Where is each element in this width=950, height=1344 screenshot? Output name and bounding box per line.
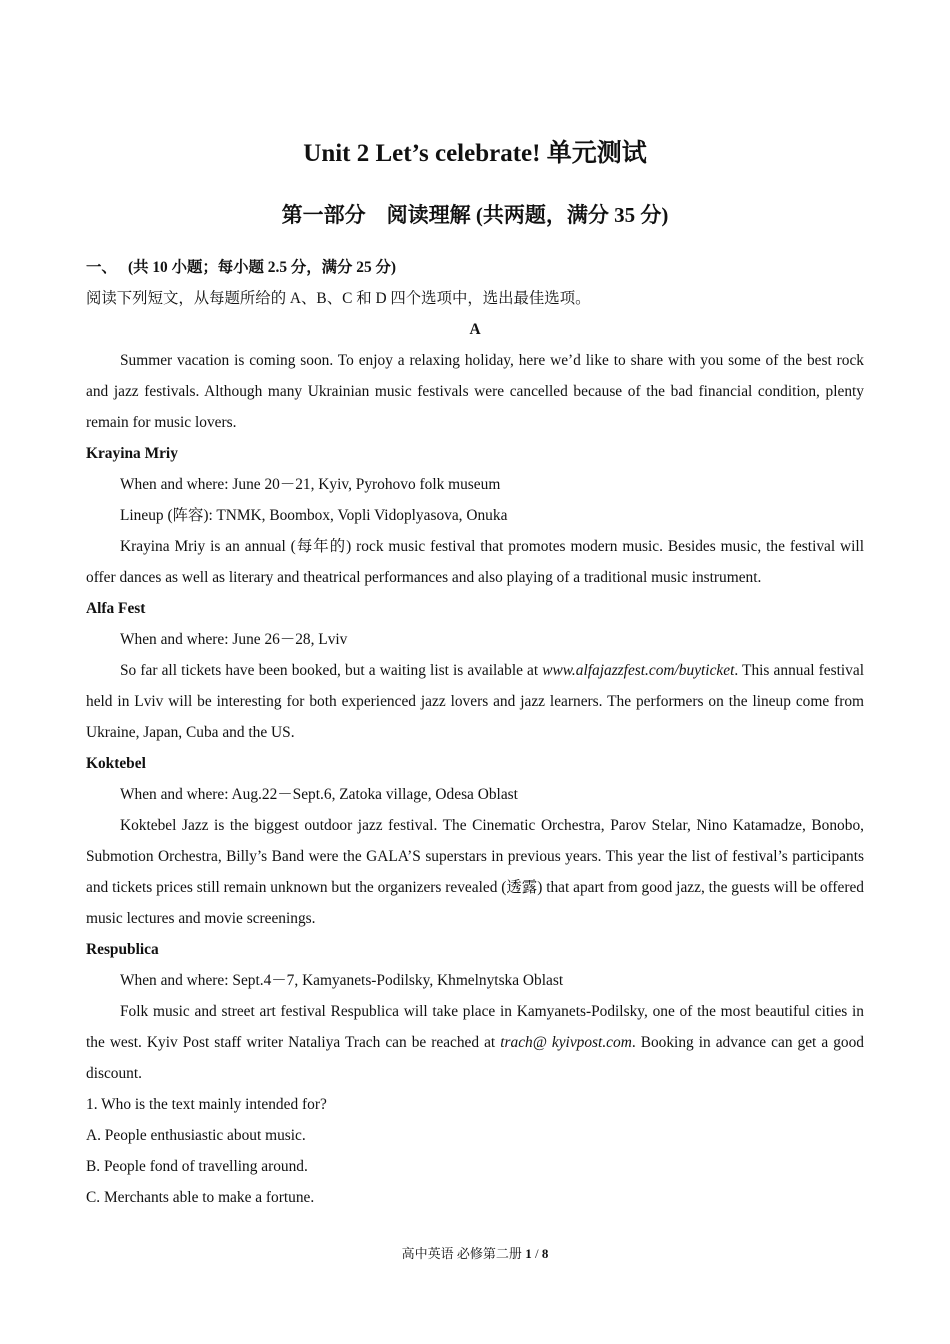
festival-name: Alfa Fest	[86, 600, 146, 617]
description-text: So far all tickets have been booked, but a waiting list is available at	[120, 662, 543, 679]
footer-label: 高中英语 必修第二册	[401, 1246, 526, 1261]
festival-description	[86, 996, 864, 1089]
section-heading	[86, 252, 864, 283]
contact-email: trach@ kyivpost.com	[500, 1034, 632, 1051]
festival-description: Krayina Mriy is an annual (每年的) rock music festival that promotes modern music. Besides music, the festival will offer dances as well as literary and theatrical performances and also playing of a traditional music instrument.	[86, 538, 864, 586]
passage-label: A	[469, 321, 481, 338]
festival-when-where: When and where: June 20－21, Kyiv, Pyrohovo folk museum	[120, 476, 501, 493]
description-text: Folk music and street art festival Respublica will take place in Kamyanets-Podilsky, one of the most beautiful cities in the west. Kyiv Post staff writer Nataliya Trach can be reached at	[86, 1003, 864, 1051]
festival-description	[86, 655, 864, 748]
page-footer	[0, 1244, 950, 1264]
festival-description: Koktebel Jazz is the biggest outdoor jazz festival. The Cinematic Orchestra, Parov Stelar, Nino Katamadze, Bonobo, Submotion Orchestra, Billy’s Band were the GALA’S superstars in previous years. This year the list of festival’s participants and tickets prices still remain unknown but the organizers revealed (透露) that apart from good jazz, the guests will be offered music lectures and movie screenings.	[86, 817, 864, 927]
description-text: . Booking in advance can get a good discount.	[86, 1034, 864, 1082]
section-number: 一、	[86, 259, 117, 276]
festival-when-where: When and where: Sept.4－7, Kamyanets-Podilsky, Khmelnytska Oblast	[120, 972, 564, 989]
festival-name: Krayina Mriy	[86, 445, 178, 462]
part-heading: 第一部分 阅读理解 (共两题，满分 35 分)	[281, 203, 669, 227]
section-instruction: 阅读下列短文，从每题所给的 A、B、C 和 D 四个选项中，选出最佳选项。	[86, 290, 591, 307]
page-total: 8	[541, 1246, 549, 1261]
festival-name: Respublica	[86, 941, 159, 958]
page-separator: /	[531, 1246, 542, 1261]
festival-lineup: Lineup (阵容): TNMK, Boombox, Vopli Vidoplyasova, Onuka	[120, 507, 508, 524]
section-info: (共 10 小题；每小题 2.5 分，满分 25 分)	[128, 259, 397, 276]
festival-when-where: When and where: Aug.22－Sept.6, Zatoka village, Odesa Oblast	[120, 786, 518, 803]
page-number: 1	[525, 1246, 532, 1261]
question-stem: 1. Who is the text mainly intended for?	[86, 1096, 327, 1113]
question-option: A. People enthusiastic about music.	[86, 1127, 306, 1144]
ticket-website-link: www.alfajazzfest.com/buyticket	[542, 662, 735, 679]
festival-when-where: When and where: June 26－28, Lviv	[120, 631, 348, 648]
question-option: C. Merchants able to make a fortune.	[86, 1189, 315, 1206]
document-title: Unit 2 Let’s celebrate! 单元测试	[303, 140, 647, 167]
description-text: . This annual festival held in Lviv will be interesting for both experienced jazz lovers and jazz learners. The performers on the lineup come from Ukraine, Japan, Cuba and the US.	[86, 662, 864, 741]
question-option: B. People fond of travelling around.	[86, 1158, 308, 1175]
document-body	[86, 252, 864, 1213]
festival-name: Koktebel	[86, 755, 146, 772]
passage-intro: Summer vacation is coming soon. To enjoy a relaxing holiday, here we’d like to share with you some of the best rock and jazz festivals. Although many Ukrainian music festivals were cancelled because of the bad financial condition, plenty remain for music lovers.	[86, 352, 864, 431]
